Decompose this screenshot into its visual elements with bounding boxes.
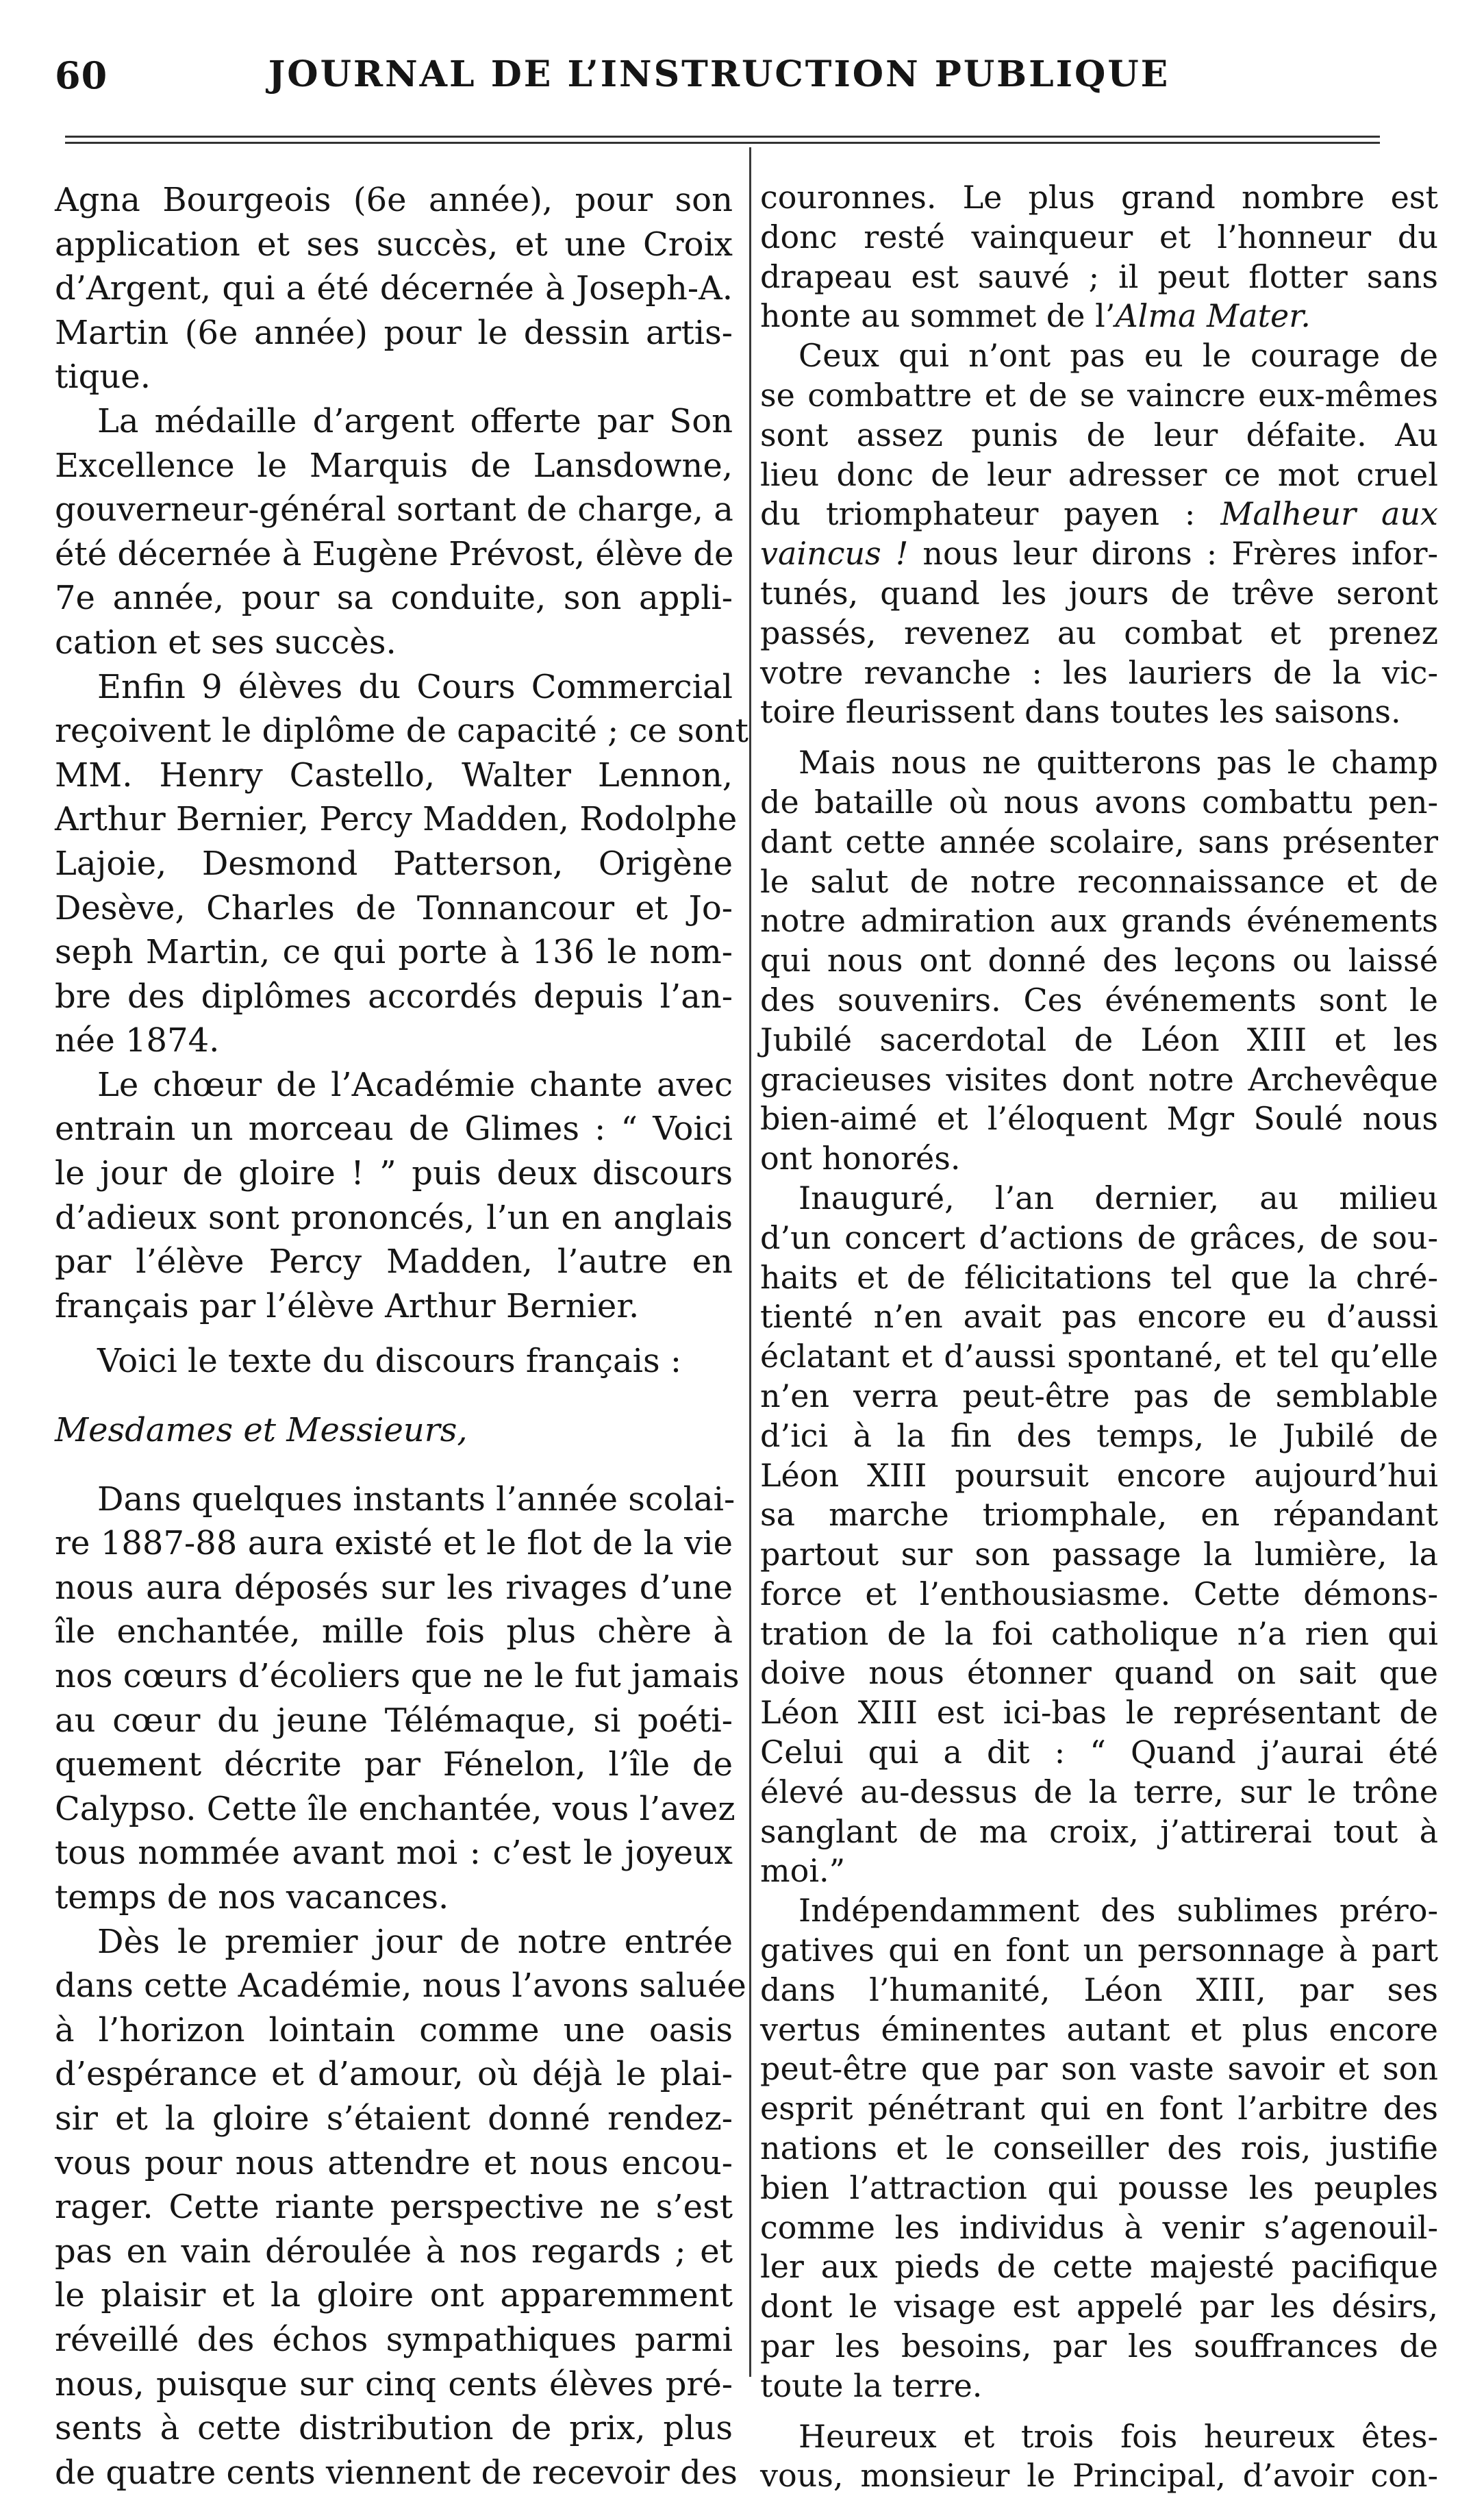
text-line: couronnes. Le plus grand nombre est [760, 179, 1438, 216]
text-line: au cœur du jeune Télémaque, si poéti- [55, 1701, 733, 1740]
text-line: de bataille où nous avons combattu pen- [760, 783, 1438, 821]
right-column [760, 178, 1438, 2496]
text-line: Inauguré, l’an dernier, au milieu [798, 1179, 1438, 1216]
text-line: vous, monsieur le Principal, d’avoir con- [760, 2457, 1438, 2495]
text-line: bien l’attraction qui pousse les peuples [760, 2169, 1438, 2206]
text-line: dont le visage est appelé par les désirs, [760, 2288, 1438, 2325]
text-line: gracieuses visites dont notre Archevêque [760, 1060, 1438, 1098]
journal-title: JOURNAL DE L’INSTRUCTION PUBLIQUE [268, 53, 1170, 95]
text-line: Léon XIII poursuit encore aujourd’hui [760, 1456, 1438, 1494]
text-line [760, 297, 1438, 336]
text-line: Celui qui a dit : “ Quand j’aurai été [760, 1734, 1438, 1771]
text-line: qui nous ont donné des leçons ou laissé [760, 942, 1438, 979]
text-line: Ceux qui n’ont pas eu le courage de [798, 337, 1438, 375]
text-line: toute la terre. [760, 2367, 983, 2404]
text-run: du triomphateur payen : [760, 495, 1221, 533]
text-line: été décernée à Eugène Prévost, élève de [55, 534, 734, 573]
text-line [760, 495, 1438, 534]
text-line: peut-être que par son vaste savoir et son [760, 2050, 1438, 2088]
text-line: La médaille d’argent offerte par Son [97, 401, 733, 440]
text-line: Excellence le Marquis de Lansdowne, [55, 446, 733, 485]
text-line: le plaisir et la gloire ont apparemment [55, 2276, 733, 2315]
text-line: donc resté vainqueur et l’honneur du [760, 218, 1438, 255]
text-line: Desève, Charles de Tonnancour et Jo- [55, 888, 733, 927]
text-line: nos cœurs d’écoliers que ne le fut jamais [55, 1657, 740, 1695]
italic-text: Malheur aux [1220, 495, 1438, 533]
text-line: Martin (6e année) pour le dessin artis- [55, 313, 733, 352]
text-line: votre revanche : les lauriers de la vic- [760, 653, 1438, 691]
text-line: nous, puisque sur cinq cents élèves pré- [55, 2364, 733, 2404]
text-line: née 1874. [55, 1021, 220, 1060]
text-line: nous aura déposés sur les rivages d’une [55, 1568, 733, 1607]
text-line: éclatant et d’aussi spontané, et tel qu’elle [760, 1338, 1438, 1375]
text-line: d’Argent, qui a été décernée à Joseph-A. [55, 269, 733, 308]
text-line: Le chœur de l’Académie chante avec [97, 1065, 733, 1104]
text-line: Voici le texte du discours français : [97, 1342, 682, 1381]
page-header [55, 53, 1383, 115]
text-line: sa marche triomphale, en répandant [760, 1496, 1438, 1534]
text-line: 7e année, pour sa conduite, son appli- [55, 579, 733, 618]
text-line: par l’élève Percy Madden, l’autre en [55, 1243, 733, 1282]
text-line: vertus éminentes autant et plus encore [760, 2010, 1438, 2048]
header-rule [65, 136, 1380, 145]
text-line: temps de nos vacances. [55, 1877, 449, 1917]
salutation: Mesdames et Messieurs, [55, 1411, 468, 1450]
text-line: Dès le premier jour de notre entrée [97, 1922, 733, 1961]
text-line: sanglant de ma croix, j’attirerai tout à [760, 1812, 1438, 1850]
text-line: vous pour nous attendre et nous encou- [55, 2143, 733, 2182]
text-line: rager. Cette riante perspective ne s’est [55, 2188, 733, 2227]
column-divider [749, 147, 751, 2377]
text-line: Indépendamment des sublimes préro- [798, 1892, 1438, 1930]
text-line: le salut de notre reconnaissance et de [760, 862, 1438, 900]
text-line: moi.” [760, 1852, 846, 1890]
text-line: français par l’élève Arthur Bernier. [55, 1286, 640, 1325]
text-line: force et l’enthousiasme. Cette démons- [760, 1575, 1438, 1612]
text-line: le jour de gloire ! ” puis deux discours [55, 1154, 733, 1193]
text-line: lieu donc de leur adresser ce mot cruel [760, 455, 1438, 493]
left-column [55, 178, 749, 2495]
text-line: à l’horizon lointain comme une oasis [55, 2010, 733, 2049]
text-line: tration de la foi catholique n’a rien qui [760, 1614, 1438, 1652]
text-line: dant cette année scolaire, sans présenter [760, 823, 1438, 860]
italic-text: Alma Mater. [1115, 297, 1311, 335]
text-line: toire fleurissent dans toutes les saisons. [760, 693, 1401, 731]
text-line: Heureux et trois fois heureux êtes- [798, 2417, 1438, 2455]
text-line: sont assez punis de leur défaite. Au [760, 416, 1438, 453]
text-line: Dans quelques instants l’année scolai- [97, 1480, 735, 1519]
text-line: drapeau est sauvé ; il peut flotter sans [760, 258, 1438, 295]
text-line [760, 534, 1438, 574]
text-line: gatives qui en font un personnage à part [760, 1932, 1438, 1969]
text-line: doive nous étonner quand on sait que [760, 1654, 1438, 1692]
text-line: dans l’humanité, Léon XIII, par ses [760, 1971, 1438, 2008]
italic-text: vaincus ! [760, 535, 909, 573]
text-line: passés, revenez au combat et prenez [760, 614, 1438, 651]
text-line: Calypso. Cette île enchantée, vous l’avez [55, 1789, 735, 1828]
text-line: reçoivent le diplôme de capacité ; ce sont [55, 712, 749, 751]
text-line: n’en verra peut-être pas de semblable [760, 1377, 1438, 1414]
text-line: d’ici à la fin des temps, le Jubilé de [760, 1417, 1438, 1454]
text-line: bien-aimé et l’éloquent Mgr Soulé nous [760, 1100, 1438, 1138]
text-line: se combattre et de se vaincre eux-mêmes [760, 376, 1438, 414]
text-line: Mais nous ne quitterons pas le champ [798, 744, 1438, 782]
text-line: seph Martin, ce qui porte à 136 le nom- [55, 933, 733, 972]
text-line: nations et le conseiller des rois, justifie [760, 2130, 1438, 2167]
text-line: Lajoie, Desmond Patterson, Origène [55, 844, 733, 883]
text-line: ler aux pieds de cette majesté pacifique [760, 2248, 1438, 2286]
text-line: comme les individus à venir s’agenouil- [760, 2208, 1438, 2246]
text-line: tienté n’en avait pas encore eu d’aussi [760, 1298, 1438, 1336]
text-line: d’un concert d’actions de grâces, de sou- [760, 1219, 1438, 1256]
text-line: réveillé des échos sympathiques parmi [55, 2320, 733, 2359]
text-line: sents à cette distribution de prix, plus [55, 2409, 733, 2448]
text-line: bre des diplômes accordés depuis l’an- [55, 977, 733, 1016]
text-line: d’espérance et d’amour, où déjà le plai- [55, 2055, 733, 2094]
text-line: sir et la gloire s’étaient donné rendez- [55, 2099, 733, 2138]
text-line: île enchantée, mille fois plus chère à [55, 1612, 733, 1651]
text-line: tous nommée avant moi : c’est le joyeux [55, 1834, 733, 1873]
text-line: gouverneur-général sortant de charge, a [55, 490, 733, 529]
text-line: par les besoins, par les souffrances de [760, 2327, 1438, 2365]
text-line: des souvenirs. Ces événements sont le [760, 981, 1438, 1019]
text-run: honte au sommet de l’ [760, 297, 1116, 335]
text-line: ont honorés. [760, 1140, 961, 1177]
text-line: Arthur Bernier, Percy Madden, Rodolphe [55, 800, 738, 839]
text-line: notre admiration aux grands événements [760, 902, 1438, 940]
text-line: esprit pénétrant qui en font l’arbitre des [760, 2090, 1438, 2127]
text-line: de quatre cents viennent de recevoir des [55, 2453, 738, 2492]
text-line: dans cette Académie, nous l’avons saluée [55, 1967, 746, 2006]
text-line: MM. Henry Castello, Walter Lennon, [55, 756, 733, 795]
text-line: cation et ses succès. [55, 623, 397, 662]
text-line: application et ses succès, et une Croix [55, 225, 733, 264]
text-line: tique. [55, 358, 151, 397]
text-line: haits et de félicitations tel que la chré- [760, 1258, 1438, 1296]
text-line: re 1887-88 aura existé et le flot de la vie [55, 1524, 733, 1563]
page-number: 60 [55, 53, 108, 97]
text-line: Enfin 9 élèves du Cours Commercial [97, 667, 733, 706]
text-line: entrain un morceau de Glimes : “ Voici [55, 1110, 733, 1149]
text-line: tunés, quand les jours de trêve seront [760, 574, 1438, 612]
text-line: quement décrite par Fénelon, l’île de [55, 1745, 733, 1784]
text-line: partout sur son passage la lumière, la [760, 1536, 1438, 1573]
text-line: pas en vain déroulée à nos regards ; et [55, 2232, 733, 2271]
text-line: Agna Bourgeois (6e année), pour son [55, 181, 733, 219]
text-line: élevé au-dessus de la terre, sur le trône [760, 1773, 1438, 1810]
text-line: Léon XIII est ici-bas le représentant de [760, 1694, 1438, 1732]
text-line: Jubilé sacerdotal de Léon XIII et les [760, 1021, 1438, 1058]
text-run: nous leur dirons : Frères infor- [908, 535, 1438, 573]
text-line: d’adieux sont prononcés, l’un en anglais [55, 1198, 733, 1237]
